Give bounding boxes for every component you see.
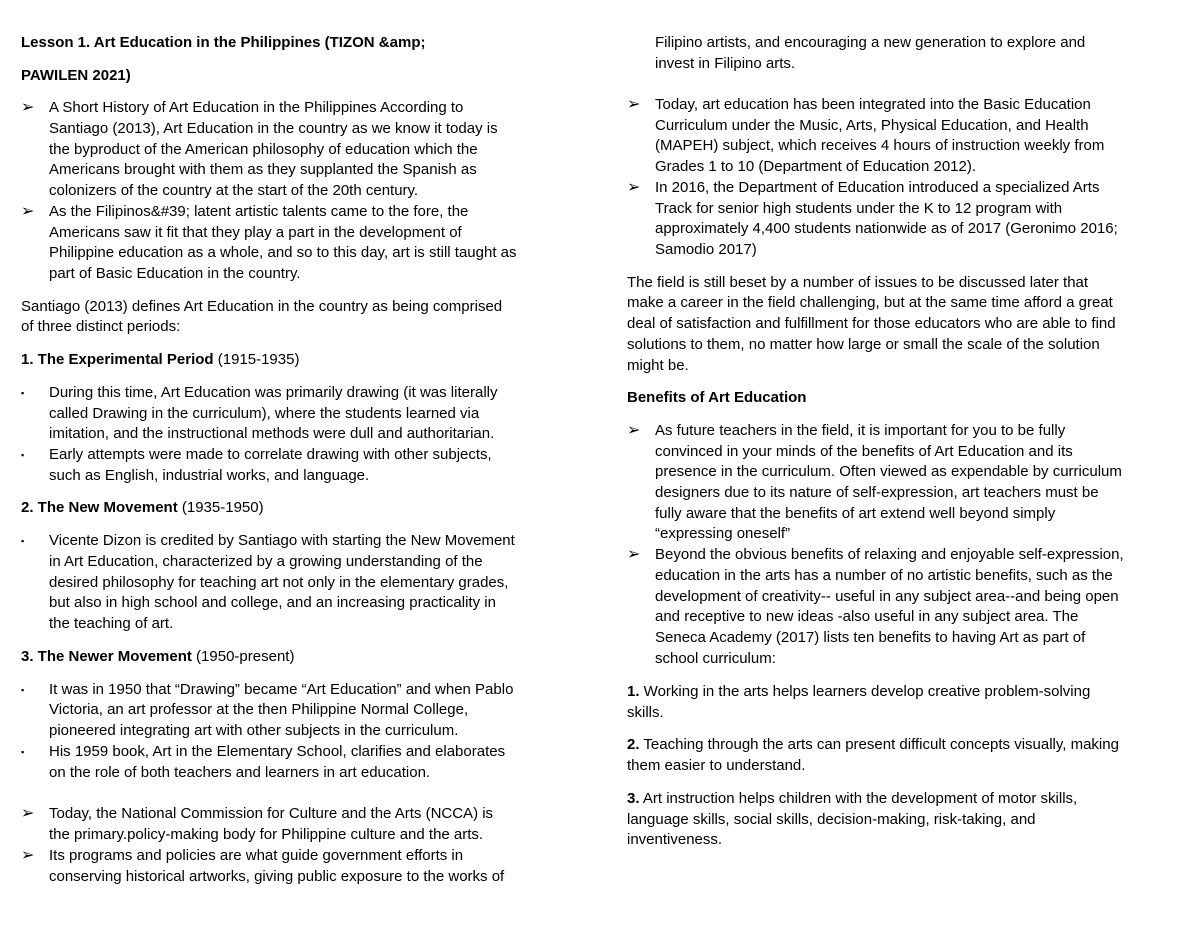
period-title: 3. The Newer Movement <box>21 648 192 665</box>
text-line: presence in the curriculum. Often viewed as expendable by curriculum <box>655 463 1122 480</box>
text-line: In 2016, the Department of Education introduced a specialized Arts <box>655 179 1100 196</box>
item-text: Teaching through the arts can present difficult concepts visually, making <box>639 736 1119 753</box>
item-number: 1. <box>627 683 640 700</box>
text-line: might be. <box>627 357 689 374</box>
text-line: school curriculum: <box>655 650 776 667</box>
text-line: desired philosophy for teaching art not only in the elementary grades, <box>49 574 509 591</box>
text-line: conserving historical artworks, giving public exposure to the works of <box>49 868 505 885</box>
text-line: part of Basic Education in the country. <box>49 265 301 282</box>
text-line: Samodio 2017) <box>655 241 757 258</box>
text-line: deal of satisfaction and fulfillment for those educators who are able to find <box>627 315 1116 332</box>
benefits-heading: Benefits of Art Education <box>627 389 807 406</box>
text-line: As the Filipinos&#39; latent artistic talents came to the fore, the <box>49 203 469 220</box>
text-line: designers due to its nature of self-expression, art teachers must be <box>655 484 1099 501</box>
text-line: Filipino artists, and encouraging a new generation to explore and <box>655 34 1086 51</box>
text-line: skills. <box>627 704 664 721</box>
text-line: Americans saw it fit that they play a part in the development of <box>49 224 462 241</box>
square-bullet-icon: ▪ <box>21 450 25 460</box>
text-line: them easier to understand. <box>627 757 806 774</box>
text-line: but also in high school and college, and an increasing practicality in <box>49 594 496 611</box>
square-bullet-icon: ▪ <box>21 685 25 695</box>
arrow-bullet-icon: ➢ <box>627 422 641 439</box>
text-line: (MAPEH) subject, which receives 4 hours of instruction weekly from <box>655 137 1105 154</box>
arrow-bullet-icon: ➢ <box>21 847 35 864</box>
text-line: Beyond the obvious benefits of relaxing and enjoyable self-expression, <box>655 546 1124 563</box>
item-text: Working in the arts helps learners develop creative problem-solving <box>639 683 1091 700</box>
text-line: Philippine education as a whole, and so to this day, art is still taught as <box>49 244 517 261</box>
text-line: It was in 1950 that “Drawing” became “Art Education” and when Pablo <box>49 681 514 698</box>
text-line: of three distinct periods: <box>21 318 181 335</box>
numbered-item-3 <box>627 789 1077 809</box>
period-1-heading <box>21 350 299 370</box>
square-bullet-icon: ▪ <box>21 747 25 757</box>
text-line: “expressing oneself” <box>655 525 791 542</box>
text-line: the teaching of art. <box>49 615 174 632</box>
text-line: in Art Education, characterized by a growing understanding of the <box>49 553 483 570</box>
arrow-bullet-icon: ➢ <box>627 96 641 113</box>
square-bullet-icon: ▪ <box>21 536 25 546</box>
period-years: (1950-present) <box>191 648 295 665</box>
text-line: Victoria, an art professor at the then Philippine Normal College, <box>49 701 469 718</box>
arrow-bullet-icon: ➢ <box>21 805 35 822</box>
text-line: The field is still beset by a number of issues to be discussed later that <box>627 274 1089 291</box>
text-line: Early attempts were made to correlate drawing with other subjects, <box>49 446 492 463</box>
text-line: pioneered integrating art with other subjects in the curriculum. <box>49 722 459 739</box>
text-line: colonizers of the country at the start of the 20th century. <box>49 182 419 199</box>
text-line: on the role of both teachers and learners in art education. <box>49 764 431 781</box>
item-number: 3. <box>627 790 640 807</box>
text-line: the byproduct of the American philosophy of education which the <box>49 141 478 158</box>
item-text: Art instruction helps children with the development of motor skills, <box>639 790 1078 807</box>
text-line: As future teachers in the field, it is important for you to be fully <box>655 422 1066 439</box>
text-line: inventiveness. <box>627 831 723 848</box>
text-line: Today, art education has been integrated into the Basic Education <box>655 96 1091 113</box>
text-line: called Drawing in the curriculum), where the students learned via <box>49 405 480 422</box>
text-line: Santiago (2013) defines Art Education in the country as being comprised <box>21 298 503 315</box>
text-line: solutions to them, no matter how large or small the scale of the solution <box>627 336 1100 353</box>
text-line: the primary.policy-making body for Philippine culture and the arts. <box>49 826 484 843</box>
arrow-bullet-icon: ➢ <box>627 546 641 563</box>
text-line: Grades 1 to 10 (Department of Education 2012). <box>655 158 977 175</box>
text-line: invest in Filipino arts. <box>655 55 796 72</box>
text-line: His 1959 book, Art in the Elementary School, clarifies and elaborates <box>49 743 506 760</box>
text-line: and receptive to new ideas -also useful in any subject area. The <box>655 608 1079 625</box>
text-line: Track for senior high students under the K to 12 program with <box>655 200 1063 217</box>
lesson-title-line-1: Lesson 1. Art Education in the Philippines (TIZON &amp; <box>21 34 426 51</box>
text-line: convinced in your minds of the benefits of Art Education and its <box>655 443 1073 460</box>
text-line: During this time, Art Education was primarily drawing (it was literally <box>49 384 498 401</box>
period-title: 1. The Experimental Period <box>21 351 214 368</box>
text-line: imitation, and the instructional methods were dull and authoritarian. <box>49 425 495 442</box>
text-line: such as English, industrial works, and language. <box>49 467 370 484</box>
text-line: Today, the National Commission for Culture and the Arts (NCCA) is <box>49 805 494 822</box>
text-line: approximately 4,400 students nationwide as of 2017 (Geronimo 2016; <box>655 220 1118 237</box>
text-line: Americans brought with them as they supplanted the Spanish as <box>49 161 477 178</box>
numbered-item-1 <box>627 682 1090 702</box>
period-title: 2. The New Movement <box>21 499 178 516</box>
item-number: 2. <box>627 736 640 753</box>
text-line: Curriculum under the Music, Arts, Physical Education, and Health <box>655 117 1089 134</box>
period-years: (1935-1950) <box>177 499 264 516</box>
text-line: development of creativity-- useful in any subject area--and being open <box>655 588 1119 605</box>
arrow-bullet-icon: ➢ <box>21 99 35 116</box>
text-line: Vicente Dizon is credited by Santiago with starting the New Movement <box>49 532 515 549</box>
text-line: Santiago (2013), Art Education in the country as we know it today is <box>49 120 498 137</box>
numbered-item-2 <box>627 735 1119 755</box>
text-line: A Short History of Art Education in the Philippines According to <box>49 99 464 116</box>
period-2-heading <box>21 498 264 518</box>
text-line: education in the arts has a number of no artistic benefits, such as the <box>655 567 1113 584</box>
arrow-bullet-icon: ➢ <box>627 179 641 196</box>
lesson-title-line-2: PAWILEN 2021) <box>21 67 131 84</box>
text-line: Seneca Academy (2017) lists ten benefits to having Art as part of <box>655 629 1086 646</box>
text-line: Its programs and policies are what guide government efforts in <box>49 847 464 864</box>
period-3-heading <box>21 647 294 667</box>
arrow-bullet-icon: ➢ <box>21 203 35 220</box>
period-years: (1915-1935) <box>213 351 300 368</box>
text-line: fully aware that the benefits of art extend well beyond simply <box>655 505 1056 522</box>
text-line: make a career in the field challenging, but at the same time afford a great <box>627 294 1113 311</box>
square-bullet-icon: ▪ <box>21 388 25 398</box>
text-line: language skills, social skills, decision-making, risk-taking, and <box>627 811 1036 828</box>
